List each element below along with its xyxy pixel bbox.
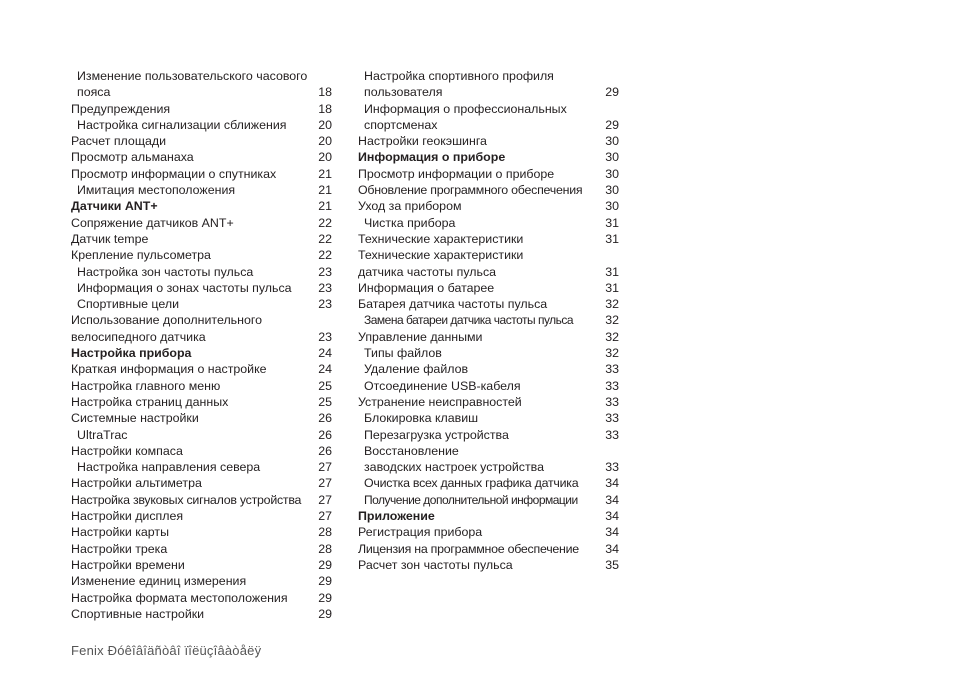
toc-entry[interactable] — [71, 149, 332, 165]
toc-entry[interactable] — [358, 312, 619, 328]
toc-entry-label: Датчик tempe — [71, 231, 149, 246]
toc-entry-page-number: 30 — [605, 134, 619, 149]
toc-section-heading[interactable] — [358, 149, 619, 165]
toc-entry-page-number: 31 — [605, 280, 619, 295]
toc-entry-page-number: 34 — [605, 476, 619, 491]
toc-entry-page-number: 21 — [318, 166, 332, 181]
toc-entry-label: заводских настроек устройства — [364, 460, 545, 475]
toc-entry-page-number: 26 — [318, 411, 332, 426]
toc-entry-label: Крепление пульсометра — [71, 248, 211, 263]
toc-entry-page-number: 34 — [605, 525, 619, 540]
toc-entry-label: Датчики ANT+ — [71, 199, 158, 214]
toc-entry-page-number: 30 — [605, 150, 619, 165]
toc-entry[interactable] — [71, 378, 332, 394]
toc-entry[interactable] — [71, 247, 332, 263]
toc-entry-label: Настройка направления севера — [77, 460, 261, 475]
toc-entry[interactable] — [358, 68, 619, 84]
toc-column-right — [358, 68, 619, 573]
toc-entry-label: Предупреждения — [71, 101, 171, 116]
toc-entry[interactable] — [71, 541, 332, 557]
toc-entry[interactable] — [71, 215, 332, 231]
toc-entry-label: Настройка прибора — [71, 346, 192, 361]
toc-entry-label: Информация о батарее — [358, 280, 495, 295]
toc-entry-label: Обновление программного обеспечения — [358, 183, 583, 198]
toc-entry[interactable] — [358, 280, 619, 296]
toc-entry-page-number: 29 — [605, 85, 619, 100]
toc-entry-page-number: 22 — [318, 248, 332, 263]
toc-entry[interactable] — [358, 247, 619, 263]
toc-entry-label: Настройки компаса — [71, 443, 183, 458]
toc-entry[interactable] — [358, 84, 619, 100]
toc-entry[interactable] — [358, 182, 619, 198]
toc-entry-label: Просмотр альманаха — [71, 150, 194, 165]
toc-entry-label: Настройка спортивного профиля — [364, 69, 554, 83]
toc-entry-page-number: 30 — [605, 166, 619, 181]
toc-entry-label: Расчет зон частоты пульса — [358, 557, 513, 572]
toc-entry-page-number: 21 — [318, 199, 332, 214]
toc-entry-label: Краткая информация о настройке — [71, 362, 267, 377]
toc-entry-page-number: 29 — [318, 574, 332, 589]
toc-entry[interactable] — [358, 296, 619, 312]
toc-entry-label: Настройка страниц данных — [71, 394, 229, 409]
toc-entry-label: Перезагрузка устройства — [364, 427, 509, 442]
toc-entry-label: Информация о зонах частоты пульса — [77, 280, 292, 295]
toc-entry[interactable] — [71, 573, 332, 589]
toc-entry-label: пользователя — [364, 85, 443, 100]
toc-entry-page-number: 23 — [318, 329, 332, 344]
toc-entry[interactable] — [71, 508, 332, 524]
toc-entry[interactable] — [358, 459, 619, 475]
toc-entry-page-number: 29 — [318, 590, 332, 605]
toc-entry-label: спортсменах — [364, 117, 438, 132]
toc-entry[interactable] — [71, 492, 332, 508]
toc-entry-label: Настройка формата местоположения — [71, 590, 288, 605]
toc-entry[interactable] — [71, 312, 332, 328]
toc-entry-page-number: 20 — [318, 134, 332, 149]
toc-entry-label: Технические характеристики — [358, 231, 524, 246]
toc-entry-label: UltraTrac — [77, 427, 128, 442]
toc-entry-label: Настройки времени — [71, 557, 185, 572]
toc-section-heading[interactable] — [358, 508, 619, 524]
toc-entry[interactable] — [358, 231, 619, 247]
toc-entry-label: велосипедного датчика — [71, 329, 206, 344]
toc-entry-label: Настройка звуковых сигналов устройства — [71, 492, 302, 507]
toc-entry-page-number: 32 — [605, 346, 619, 361]
toc-entry-page-number: 25 — [318, 394, 332, 409]
toc-entry[interactable] — [71, 117, 332, 133]
toc-entry[interactable] — [71, 264, 332, 280]
toc-entry-label: Спортивные настройки — [71, 606, 205, 621]
toc-entry-label: Спортивные цели — [77, 297, 180, 312]
toc-entry-label: Информация о приборе — [358, 150, 506, 165]
toc-entry[interactable] — [71, 296, 332, 312]
toc-entry[interactable] — [71, 84, 332, 100]
toc-entry-page-number: 32 — [605, 297, 619, 312]
toc-entry[interactable] — [358, 264, 619, 280]
toc-entry[interactable] — [71, 231, 332, 247]
toc-entry-page-number: 25 — [318, 378, 332, 393]
toc-entry-label: Настройка сигнализации сближения — [77, 117, 287, 132]
toc-entry-page-number: 33 — [605, 394, 619, 409]
toc-entry-label: Устранение неисправностей — [358, 394, 522, 409]
toc-entry-label: Настройки альтиметра — [71, 476, 202, 491]
toc-entry[interactable] — [71, 590, 332, 606]
toc-entry[interactable] — [358, 117, 619, 133]
toc-entry-page-number: 20 — [318, 117, 332, 132]
toc-entry-page-number: 33 — [605, 411, 619, 426]
toc-entry[interactable] — [358, 524, 619, 540]
toc-entry-label: Уход за прибором — [358, 199, 462, 214]
toc-entry-page-number: 33 — [605, 460, 619, 475]
toc-entry[interactable] — [358, 329, 619, 345]
toc-entry-page-number: 23 — [318, 264, 332, 279]
toc-entry-label: Регистрация прибора — [358, 525, 483, 540]
toc-entry[interactable] — [358, 133, 619, 149]
toc-section-heading[interactable] — [71, 345, 332, 361]
toc-entry-label: Расчет площади — [71, 134, 167, 149]
toc-entry-label: Чистка прибора — [364, 215, 456, 230]
toc-entry-page-number: 34 — [605, 492, 619, 507]
toc-entry-label: Приложение — [358, 509, 435, 524]
toc-entry[interactable] — [358, 410, 619, 426]
toc-entry[interactable] — [358, 345, 619, 361]
toc-entry[interactable] — [358, 541, 619, 557]
toc-entry-page-number: 26 — [318, 443, 332, 458]
toc-entry-label: Отсоединение USB-кабеля — [364, 378, 521, 393]
toc-entry-page-number: 32 — [605, 329, 619, 344]
toc-entry-page-number: 31 — [605, 231, 619, 246]
toc-entry-label: Просмотр информации о приборе — [358, 166, 555, 181]
toc-entry[interactable] — [358, 166, 619, 182]
toc-entry[interactable] — [358, 378, 619, 394]
toc-entry-label: Получение дополнительной информации — [364, 492, 578, 507]
toc-entry[interactable] — [358, 215, 619, 231]
toc-entry-page-number: 23 — [318, 280, 332, 295]
toc-entry[interactable] — [358, 557, 619, 573]
toc-entry-page-number: 24 — [318, 346, 332, 361]
toc-entry-page-number: 29 — [605, 117, 619, 132]
toc-entry-label: Настройки трека — [71, 541, 168, 556]
toc-entry-label: Технические характеристики — [358, 248, 524, 263]
toc-entry-label: Удаление файлов — [364, 362, 469, 377]
toc-entry[interactable] — [71, 427, 332, 443]
toc-entry-label: пояса — [77, 85, 111, 100]
toc-entry-page-number: 28 — [318, 525, 332, 540]
toc-entry[interactable] — [71, 606, 332, 622]
toc-entry[interactable] — [71, 101, 332, 117]
toc-entry-page-number: 21 — [318, 183, 332, 198]
toc-entry-page-number: 20 — [318, 150, 332, 165]
toc-entry-label: Имитация местоположения — [77, 183, 236, 198]
toc-entry-label: Настройка зон частоты пульса — [77, 264, 254, 279]
toc-entry-label: Настройки геокэшинга — [358, 134, 487, 149]
toc-entry-label: Типы файлов — [364, 346, 442, 361]
toc-column-left — [71, 68, 332, 622]
toc-entry-page-number: 18 — [318, 85, 332, 100]
toc-entry[interactable] — [358, 475, 619, 491]
toc-entry-page-number: 27 — [318, 476, 332, 491]
toc-entry-label: Лицензия на программное обеспечение — [358, 541, 579, 556]
toc-entry[interactable] — [358, 101, 619, 117]
toc-entry-page-number: 24 — [318, 362, 332, 377]
toc-entry-page-number: 22 — [318, 231, 332, 246]
toc-entry[interactable] — [71, 133, 332, 149]
toc-entry[interactable] — [71, 361, 332, 377]
toc-entry[interactable] — [71, 329, 332, 345]
toc-entry[interactable] — [71, 557, 332, 573]
toc-entry-page-number: 33 — [605, 378, 619, 393]
toc-entry[interactable] — [358, 492, 619, 508]
toc-entry-page-number: 27 — [318, 509, 332, 524]
toc-entry[interactable] — [358, 394, 619, 410]
toc-entry-page-number: 33 — [605, 427, 619, 442]
toc-entry-page-number: 34 — [605, 541, 619, 556]
toc-entry-label: Управление данными — [358, 329, 483, 344]
toc-entry-label: Очистка всех данных графика датчика — [364, 476, 579, 491]
toc-entry[interactable] — [358, 361, 619, 377]
toc-entry-page-number: 29 — [318, 557, 332, 572]
toc-entry-page-number: 27 — [318, 492, 332, 507]
toc-entry-page-number: 30 — [605, 199, 619, 214]
toc-entry-label: Восстановление — [364, 443, 459, 458]
page-footer: Fenix Ðóêîâîäñòâî ïîëüçîâàòåëÿ — [71, 643, 262, 658]
toc-entry[interactable] — [71, 410, 332, 426]
toc-entry-label: Настройка главного меню — [71, 378, 221, 393]
toc-entry[interactable] — [358, 443, 619, 459]
toc-entry-label: Настройки дисплея — [71, 509, 184, 524]
toc-entry-page-number: 28 — [318, 541, 332, 556]
toc-entry-page-number: 31 — [605, 264, 619, 279]
toc-entry-page-number: 26 — [318, 427, 332, 442]
toc-entry-page-number: 18 — [318, 101, 332, 116]
toc-entry-page-number: 23 — [318, 297, 332, 312]
toc-entry-label: Сопряжение датчиков ANT+ — [71, 215, 234, 230]
toc-entry[interactable] — [71, 394, 332, 410]
toc-entry-label: Батарея датчика частоты пульса — [358, 297, 548, 312]
toc-entry-label: Информация о профессиональных — [364, 101, 567, 116]
toc-entry-label: датчика частоты пульса — [358, 264, 497, 279]
toc-section-heading[interactable] — [71, 198, 332, 214]
toc-entry[interactable] — [71, 166, 332, 182]
toc-entry-label: Замена батареи датчика частоты пульса — [364, 313, 574, 328]
toc-entry-page-number: 34 — [605, 509, 619, 524]
toc-entry-page-number: 29 — [318, 606, 332, 621]
toc-entry-label: Системные настройки — [71, 411, 199, 426]
toc-entry-label: Изменение пользовательского часового — [77, 69, 308, 83]
toc-entry[interactable] — [358, 427, 619, 443]
toc-entry[interactable] — [358, 198, 619, 214]
toc-entry-page-number: 33 — [605, 362, 619, 377]
toc-entry-label: Изменение единиц измерения — [71, 574, 247, 589]
toc-entry-page-number: 30 — [605, 183, 619, 198]
toc-entry-label: Блокировка клавиш — [364, 411, 479, 426]
toc-entry-label: Использование дополнительного — [71, 313, 262, 328]
toc-entry-page-number: 31 — [605, 215, 619, 230]
toc-entry-page-number: 35 — [605, 557, 619, 572]
toc-entry-label: Настройки карты — [71, 525, 169, 540]
toc-entry[interactable] — [71, 280, 332, 296]
toc-entry-label: Просмотр информации о спутниках — [71, 166, 277, 181]
toc-entry-page-number: 32 — [605, 313, 619, 328]
toc-entry[interactable] — [71, 459, 332, 475]
toc-entry-page-number: 22 — [318, 215, 332, 230]
toc-entry[interactable] — [71, 475, 332, 491]
toc-entry-page-number: 27 — [318, 460, 332, 475]
toc-entry[interactable] — [71, 524, 332, 540]
toc-entry[interactable] — [71, 68, 332, 84]
toc-entry[interactable] — [71, 443, 332, 459]
toc-entry[interactable] — [71, 182, 332, 198]
